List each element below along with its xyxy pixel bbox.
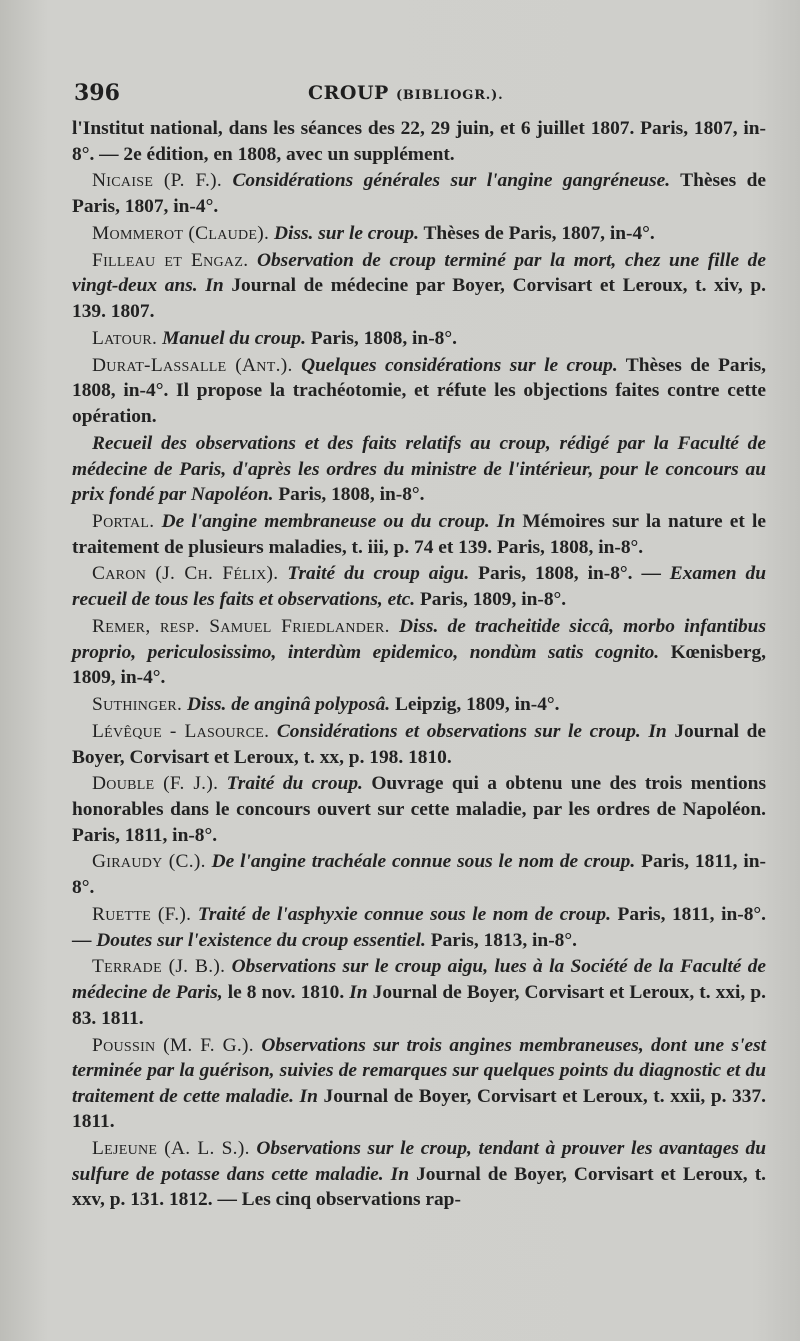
bibliography-list: [72, 116, 766, 1213]
entry-author: Caron (J. Ch. Félix).: [92, 563, 279, 585]
entry-title: Observations sur le croup, tendant à prouver les avantages du sulfure de potasse dans cette maladie. In: [72, 1138, 766, 1185]
entry-author: Terrade (J. B.).: [92, 956, 226, 978]
bibliography-entry: [72, 719, 766, 770]
entry-text: Paris, 1811, in-8°. —: [72, 903, 766, 951]
entry-title: De l'angine trachéale connue sous le nom de croup.: [211, 851, 636, 873]
entry-author: Giraudy (C.).: [92, 851, 206, 873]
entry-text-2: Paris, 1813, in-8°.: [430, 929, 577, 951]
entry-title: Recueil des observations et des faits relatifs au croup, rédigé par la Faculté de médecine de Paris, d'après les ordres du ministre de l'intérieur, pour le concours au prix fondé par Napoléon.: [72, 432, 766, 506]
entry-title: Diss. sur le croup.: [274, 222, 419, 244]
bibliography-entry: [72, 771, 766, 848]
entry-text: Thèses de Paris, 1807, in-4°.: [423, 222, 655, 244]
entry-title-2: Examen du recueil de tous les faits et observations, etc.: [72, 563, 767, 611]
bibliography-entry: [72, 561, 766, 612]
bibliography-entry: [72, 692, 766, 718]
entry-title: Manuel du croup.: [162, 327, 306, 349]
entry-author: Double (F. J.).: [92, 773, 219, 795]
entry-title: Diss. de anginâ polyposâ.: [187, 694, 391, 716]
entry-title-2: Doutes sur l'existence du croup essentiel.: [96, 929, 426, 951]
bibliography-entry: [72, 221, 766, 247]
entry-author: Nicaise (P. F.).: [92, 170, 223, 192]
entry-text: Journal de médecine par Boyer, Corvisart et Leroux, t. xiv, p. 139. 1807.: [72, 275, 766, 323]
bibliography-entry: [72, 116, 766, 167]
entry-text: Journal de Boyer, Corvisart et Leroux, t. xxii, p. 337. 1811.: [72, 1085, 766, 1133]
running-title-main: CROUP: [308, 82, 389, 104]
entry-title: Considérations générales sur l'angine gangréneuse.: [232, 170, 671, 192]
page-header: [72, 80, 766, 116]
entry-title: Traité du croup aigu.: [287, 563, 470, 585]
bibliography-entry: [72, 431, 766, 508]
entry-author: Mommerot (Claude).: [92, 222, 270, 244]
entry-text: l'Institut national, dans les séances des 22, 29 juin, et 6 juillet 1807. Paris, 1807, in-8°. — 2e édition, en 1808, avec un supplément.: [72, 118, 766, 165]
entry-title: Observations sur le croup aigu, lues à la Société de la Faculté de médecine de Paris,: [72, 956, 767, 1004]
entry-title: Traité du croup.: [226, 773, 363, 795]
entry-text: Mémoires sur la nature et le traitement de plusieurs maladies, t. iii, p. 74 et 139. Paris, 1808, in-8°.: [72, 510, 766, 558]
entry-text: Kœnisberg, 1809, in-4°.: [72, 641, 766, 689]
bibliography-entry: [72, 1136, 766, 1213]
entry-text: Thèses de Paris, 1808, in-4°. Il propose la trachéotomie, et réfute les objections faites contre cette opération.: [72, 354, 767, 428]
bibliography-entry: [72, 614, 766, 691]
bibliography-entry: [72, 248, 766, 325]
entry-text: le 8 nov. 1810.: [227, 982, 345, 1004]
running-title-sub: (BIBLIOGR.).: [395, 88, 504, 103]
bibliography-entry: [72, 902, 766, 953]
entry-text: Leipzig, 1809, in-4°.: [395, 694, 560, 716]
bibliography-entry: [72, 954, 766, 1031]
entry-text-2: Paris, 1809, in-8°.: [419, 589, 567, 611]
entry-text: Paris, 1808, in-8°.: [278, 484, 425, 506]
entry-title-2: In: [349, 982, 368, 1004]
page-number: 396: [74, 80, 120, 106]
entry-author: Lévêque - Lasource.: [92, 720, 270, 742]
entry-author: Filleau et Engaz.: [92, 249, 249, 271]
entry-title: Traité de l'asphyxie connue sous le nom de croup.: [197, 903, 611, 925]
entry-text: Thèses de Paris, 1807, in-4°.: [72, 170, 766, 218]
entry-title: Observation de croup terminé par la mort, chez une fille de vingt-deux ans. In: [72, 249, 766, 297]
entry-text: Paris, 1811, in-8°.: [72, 851, 766, 899]
entry-title: Considérations et observations sur le croup. In: [276, 720, 667, 742]
bibliography-entry: [72, 168, 766, 219]
entry-author: Remer, resp. Samuel Friedlander.: [92, 615, 390, 637]
entry-title: Quelques considérations sur le croup.: [301, 354, 618, 376]
entry-author: Portal.: [92, 510, 155, 532]
entry-text: Journal de Boyer, Corvisart et Leroux, t. xxv, p. 131. 1812. — Les cinq observations rap-: [72, 1163, 767, 1211]
entry-text: Paris, 1808, in-8°.: [310, 327, 457, 349]
entry-author: Durat-Lassalle (Ant.).: [92, 354, 293, 376]
running-title: [308, 82, 503, 104]
bibliography-entry: [72, 1033, 766, 1135]
bibliography-entry: [72, 849, 766, 900]
entry-text-2: Journal de Boyer, Corvisart et Leroux, t. xxi, p. 83. 1811.: [72, 982, 766, 1029]
bibliography-entry: [72, 326, 766, 352]
entry-text: Journal de Boyer, Corvisart et Leroux, t. xx, p. 198. 1810.: [72, 720, 766, 768]
bibliography-entry: [72, 509, 766, 560]
entry-text: Paris, 1808, in-8°. —: [478, 563, 661, 585]
entry-title: Observations sur trois angines membraneuses, dont une s'est terminée par la guérison, suivies de remarques sur quelques points du diagnostic et du traitement de cette maladie. In: [72, 1034, 766, 1107]
entry-author: Latour.: [92, 327, 158, 349]
entry-title: De l'angine membraneuse ou du croup. In: [161, 510, 516, 532]
entry-text: Ouvrage qui a obtenu une des trois mentions honorables dans le concours ouvert sur cette maladie, par les ordres de Napoléon. Paris, 1811, in-8°.: [72, 773, 766, 846]
entry-author: Ruette (F.).: [92, 903, 192, 925]
entry-author: Poussin (M. F. G.).: [92, 1034, 254, 1056]
entry-author: Suthinger.: [92, 694, 183, 716]
entry-author: Lejeune (A. L. S.).: [92, 1138, 250, 1160]
entry-title: Diss. de tracheitide siccâ, morbo infantibus proprio, periculosissimo, interdùm epidemico, nondùm satis cognito.: [72, 615, 767, 663]
bibliography-entry: [72, 353, 766, 430]
